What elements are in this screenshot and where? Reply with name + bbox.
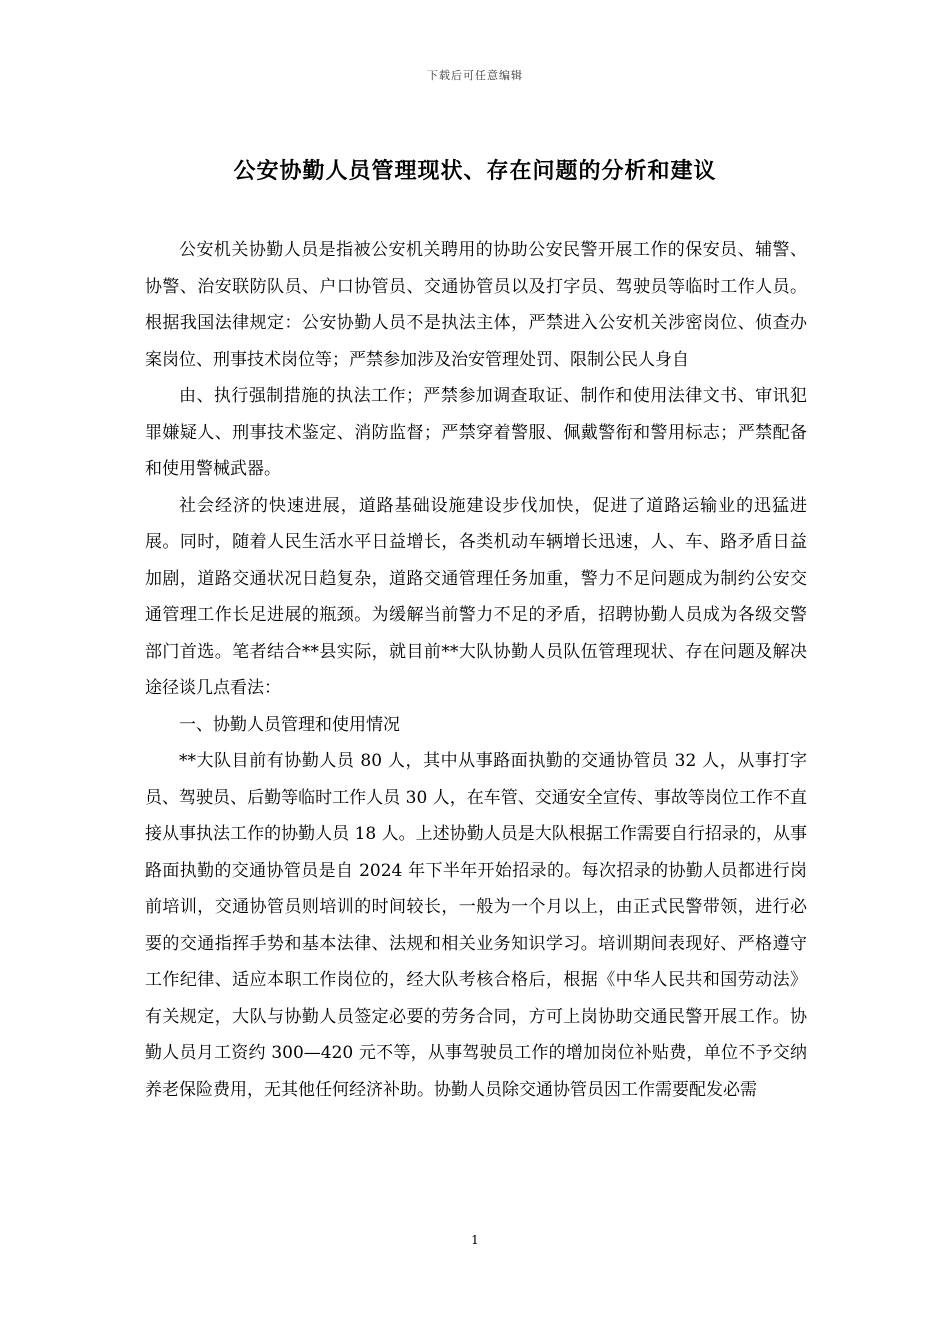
section-heading-1: 一、协勤人员管理和使用情况 xyxy=(179,714,400,735)
document-title: 公安协勤人员管理现状、存在问题的分析和建议 xyxy=(233,158,717,184)
paragraph-intro: 公安机关协勤人员是指被公安机关聘用的协助公安民警开展工作的保安员、辅警、协警、治安联防队员、户口协管员、交通协管员以及打字员、驾驶员等临时工作人员。根据我国法律规定：公安协勤人员不是执法主体，严禁进入公安机关涉密岗位、侦查办案岗位、刑事技术岗位等；严禁参加涉及治安管理处罚、限制公民人身自 xyxy=(145,240,807,370)
paragraph-restrictions: 由、执行强制措施的执法工作；严禁参加调查取证、制作和使用法律文书、审讯犯罪嫌疑人、刑事技术鉴定、消防监督；严禁穿着警服、佩戴警衔和警用标志；严禁配备和使用警械武器。 xyxy=(145,386,807,479)
paragraph-background: 社会经济的快速进展，道路基础设施建设步伐加快，促进了道路运输业的迅猛进展。同时，随着人民生活水平日益增长，各类机动车辆增长迅速，人、车、路矛盾日益加剧，道路交通状况日趋复杂，道路交通管理任务加重，警力不足问题成为制约公安交通管理工作长足进展的瓶颈。为缓解当前警力不足的矛盾，招聘协勤人员成为各级交警部门首选。笔者结合**县实际，就目前**大队协勤人员队伍管理现状、存在问题及解决途径谈几点看法： xyxy=(145,495,807,698)
page-header-note: 下载后可任意编辑 xyxy=(427,69,523,82)
document-body xyxy=(145,232,807,1108)
page-number: 1 xyxy=(471,1233,479,1247)
paragraph-management-status: **大队目前有协勤人员 80 人，其中从事路面执勤的交通协管员 32 人，从事打字员、驾驶员、后勤等临时工作人员 30 人，在车管、交通安全宣传、事故等岗位工作不直接从事执法工作的协勤人员 18 人。上述协勤人员是大队根据工作需要自行招录的，从事路面执勤的交通协管员是自 2024 年下半年开始招录的。每次招录的协勤人员都进行岗前培训，交通协管员则培训的时间较长，一般为一个月以上，由正式民警带领，进行必要的交通指挥手势和基本法律、法规和相关业务知识学习。培训期间表现好、严格遵守工作纪律、适应本职工作岗位的，经大队考核合格后，根据《中华人民共和国劳动法》有关规定，大队与协勤人员签定必要的劳务合同，方可上岗协助交通民警开展工作。协勤人员月工资约 300—420 元不等，从事驾驶员工作的增加岗位补贴费，单位不予交纳养老保险费用，无其他任何经济补助。协勤人员除交通协管员因工作需要配发必需 xyxy=(145,751,807,1100)
